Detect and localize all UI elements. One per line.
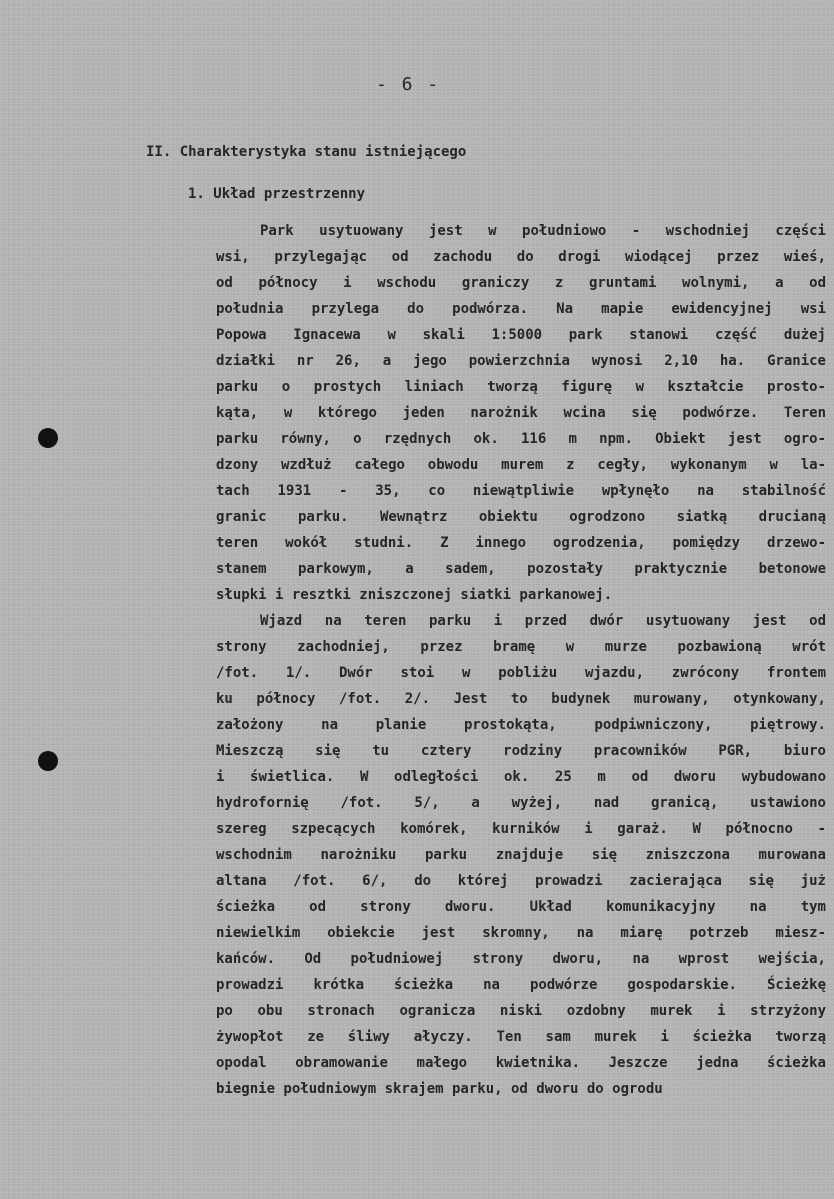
text-line: opodal obramowanie małego kwietnika. Jeszcze jedna ścieżka [216, 1055, 826, 1071]
text-line: żywopłot ze śliwy ałyczy. Ten sam murek i ścieżka tworzą [216, 1029, 826, 1045]
text-line: działki nr 26, a jego powierzchnia wynosi 2,10 ha. Granice [216, 353, 826, 369]
text-line: szereg szpecących komórek, kurników i garaż. W północno - [216, 821, 826, 837]
text-line: parku równy, o rzędnych ok. 116 m npm. Obiekt jest ogro- [216, 431, 826, 447]
text-line: altana /fot. 6/, do której prowadzi zacierająca się już [216, 873, 826, 889]
text-line: ku północy /fot. 2/. Jest to budynek murowany, otynkowany, [216, 691, 826, 707]
text-line: wschodnim narożniku parku znajduje się zniszczona murowana [216, 847, 826, 863]
punch-hole-top [38, 428, 58, 448]
text-line: założony na planie prostokąta, podpiwniczony, piętrowy. [216, 717, 826, 733]
text-line: południa przylega do podwórza. Na mapie ewidencyjnej wsi [216, 301, 826, 317]
text-line: Wjazd na teren parku i przed dwór usytuowany jest od [260, 613, 826, 629]
text-line: wsi, przylegając od zachodu do drogi wiodącej przez wieś, [216, 249, 826, 265]
text-line: prowadzi krótka ścieżka na podwórze gospodarskie. Ścieżkę [216, 977, 826, 993]
text-line: Park usytuowany jest w południowo - wschodniej części [260, 223, 826, 239]
text-line: ścieżka od strony dworu. Układ komunikacyjny na tym [216, 899, 826, 915]
text-line: dzony wzdłuż całego obwodu murem z cegły, wykonanym w la- [216, 457, 826, 473]
text-line: po obu stronach ogranicza niski ozdobny murek i strzyżony [216, 1003, 826, 1019]
text-line: tach 1931 - 35, co niewątpliwie wpłynęło na stabilność [216, 483, 826, 499]
text-line: od północy i wschodu graniczy z gruntami wolnymi, a od [216, 275, 826, 291]
text-line: niewielkim obiekcie jest skromny, na miarę potrzeb miesz- [216, 925, 826, 941]
page-number: - 6 - [376, 74, 441, 95]
text-line: strony zachodniej, przez bramę w murze pozbawioną wrót [216, 639, 826, 655]
text-line: /fot. 1/. Dwór stoi w pobliżu wjazdu, zwrócony frontem [216, 665, 826, 681]
text-line: parku o prostych liniach tworzą figurę w kształcie prosto- [216, 379, 826, 395]
section-heading: II. Charakterystyka stanu istniejącego [146, 144, 467, 160]
text-line: Popowa Ignacewa w skali 1:5000 park stanowi część dużej [216, 327, 826, 343]
text-line: teren wokół studni. Z innego ogrodzenia, pomiędzy drzewo- [216, 535, 826, 551]
text-line: hydrofornię /fot. 5/, a wyżej, nad granicą, ustawiono [216, 795, 826, 811]
text-line: i świetlica. W odległości ok. 25 m od dworu wybudowano [216, 769, 826, 785]
text-line: kańców. Od południowej strony dworu, na wprost wejścia, [216, 951, 826, 967]
subsection-heading: 1. Układ przestrzenny [188, 186, 366, 202]
text-line: biegnie południowym skrajem parku, od dworu do ogrodu [216, 1081, 663, 1097]
body-text [216, 218, 826, 1102]
text-line: stanem parkowym, a sadem, pozostały praktycznie betonowe [216, 561, 826, 577]
text-line: kąta, w którego jeden narożnik wcina się podwórze. Teren [216, 405, 826, 421]
text-line: granic parku. Wewnątrz obiektu ogrodzono siatką drucianą [216, 509, 826, 525]
text-line: Mieszczą się tu cztery rodziny pracowników PGR, biuro [216, 743, 826, 759]
punch-hole-bottom [38, 751, 58, 771]
text-line: słupki i resztki zniszczonej siatki parkanowej. [216, 587, 613, 603]
